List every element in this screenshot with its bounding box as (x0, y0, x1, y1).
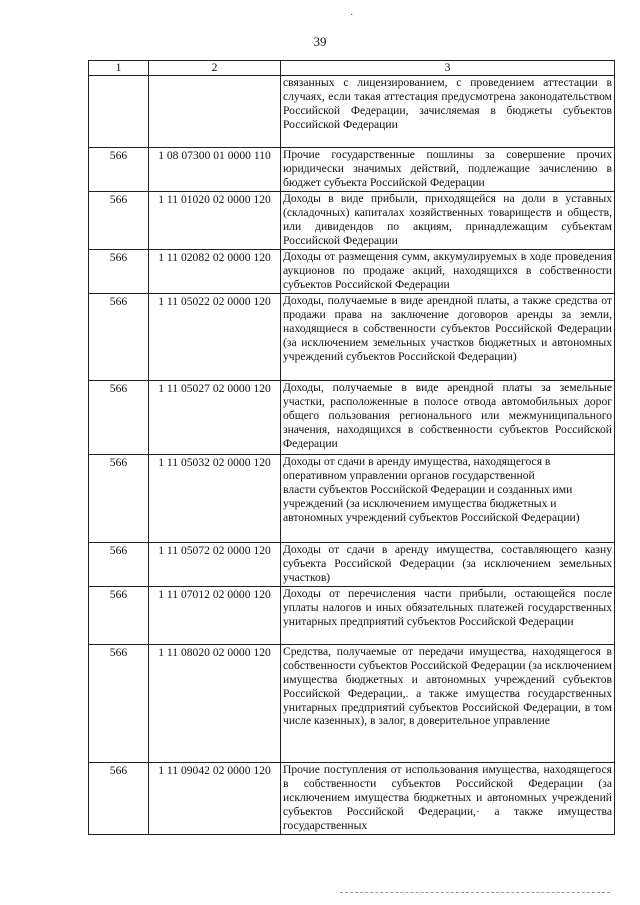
revenue-description: Прочие государственные пошлины за совершение прочих юридически значимых действий, подлежащие зачислению в бюджет субъекта Российской Федерации (281, 147, 615, 191)
column-header-2: 2 (149, 61, 281, 76)
column-header-1: 1 (89, 61, 149, 76)
description-line: оперативном управлении органов государственной (283, 468, 535, 482)
revenue-code: 1 11 05032 02 0000 120 (149, 454, 281, 542)
footer-divider (340, 892, 610, 893)
table-row (89, 147, 615, 191)
revenue-code: 1 11 08020 02 0000 120 (149, 644, 281, 762)
administrator-code: 566 (89, 191, 149, 249)
revenue-description: Доходы от перечисления части прибыли, остающейся после уплаты налогов и иных обязательных платежей государственных унитарных предприятий субъектов Российской Федерации (281, 586, 615, 644)
description-line: автономных учреждений субъектов Российской Федерации) (283, 510, 580, 524)
revenue-description: Средства, получаемые от передачи имущества, находящегося в собственности субъектов Российской Федерации (за исключением имущества бюджетных и автономных учреждений субъектов Российской Федерации,. а также имущества государственных унитарных предприятий субъектов Российской Федерации, в том числе казенных), в залог, в доверительное управление (281, 644, 615, 762)
table-row (89, 762, 615, 834)
column-header-3: 3 (281, 61, 615, 76)
table-row (89, 249, 615, 293)
revenue-description: Доходы, получаемые в виде арендной платы за земельные участки, расположенные в полосе отвода автомобильных дорог общего пользования регионального или межмуниципального значения, находящихся в собственности субъектов Российской Федерации (281, 380, 615, 454)
table-body (89, 75, 615, 834)
administrator-code: 566 (89, 454, 149, 542)
administrator-code: 566 (89, 147, 149, 191)
revenue-code: 1 11 02082 02 0000 120 (149, 249, 281, 293)
table-row (89, 293, 615, 380)
table-row (89, 75, 615, 147)
table-row (89, 380, 615, 454)
revenue-code: 1 11 07012 02 0000 120 (149, 586, 281, 644)
table-row (89, 454, 615, 542)
revenue-code: 1 11 09042 02 0000 120 (149, 762, 281, 834)
revenue-code (149, 75, 281, 147)
administrator-code: 566 (89, 542, 149, 586)
page-number: 39 (313, 34, 327, 49)
revenue-description: Доходы, получаемые в виде арендной платы, а также средства от продажи права на заключение договоров аренды за земли, находящиеся в собственности субъектов Российской Федерации (за исключением земельных участков бюджетных и автономных учреждений субъектов Российской Федерации) (281, 293, 615, 380)
administrator-code: 566 (89, 380, 149, 454)
administrator-code: 566 (89, 762, 149, 834)
revenue-description: Доходы в виде прибыли, приходящейся на доли в уставных (складочных) капиталах хозяйственных товариществ и обществ, или дивидендов по акциям, принадлежащим субъектам Российской Федерации (281, 191, 615, 249)
table-row (89, 542, 615, 586)
revenue-description: связанных с лицензированием, с проведением аттестации в случаях, если такая аттестация предусмотрена законодательством Российской Федерации, зачисляемая в бюджеты субъектов Российской Федерации (281, 75, 615, 147)
table-header-row (89, 61, 615, 76)
revenue-description: Доходы от размещения сумм, аккумулируемых в ходе проведения аукционов по продаже акций, находящихся в собственности субъектов Российской Федерации (281, 249, 615, 293)
revenue-code: 1 08 07300 01 0000 110 (149, 147, 281, 191)
description-line: учреждений (за исключением имущества бюджетных и (283, 496, 557, 510)
administrator-code: 566 (89, 249, 149, 293)
table-row (89, 586, 615, 644)
administrator-code: 566 (89, 644, 149, 762)
revenue-code: 1 11 05022 02 0000 120 (149, 293, 281, 380)
revenue-code: 1 11 05027 02 0000 120 (149, 380, 281, 454)
revenue-description (281, 454, 615, 542)
description-line: Доходы от сдачи в аренду имущества, находящегося в (283, 454, 551, 468)
revenue-description: Прочие поступления от использования имущества, находящегося в собственности субъектов Российской Федерации (за исключением имущества бюджетных и автономных учреждений субъектов Российской Федерации,· а также имущества государственных (281, 762, 615, 834)
administrator-code: 566 (89, 586, 149, 644)
administrator-code (89, 75, 149, 147)
description-line: власти субъектов Российской Федерации и созданных ими (283, 482, 573, 496)
page-mark: · (350, 10, 354, 21)
revenue-code: 1 11 01020 02 0000 120 (149, 191, 281, 249)
revenue-classification-table (88, 60, 615, 835)
revenue-description: Доходы от сдачи в аренду имущества, составляющего казну субъекта Российской Федерации (за исключением земельных участков) (281, 542, 615, 586)
table-row (89, 191, 615, 249)
table-row (89, 644, 615, 762)
revenue-code: 1 11 05072 02 0000 120 (149, 542, 281, 586)
administrator-code: 566 (89, 293, 149, 380)
